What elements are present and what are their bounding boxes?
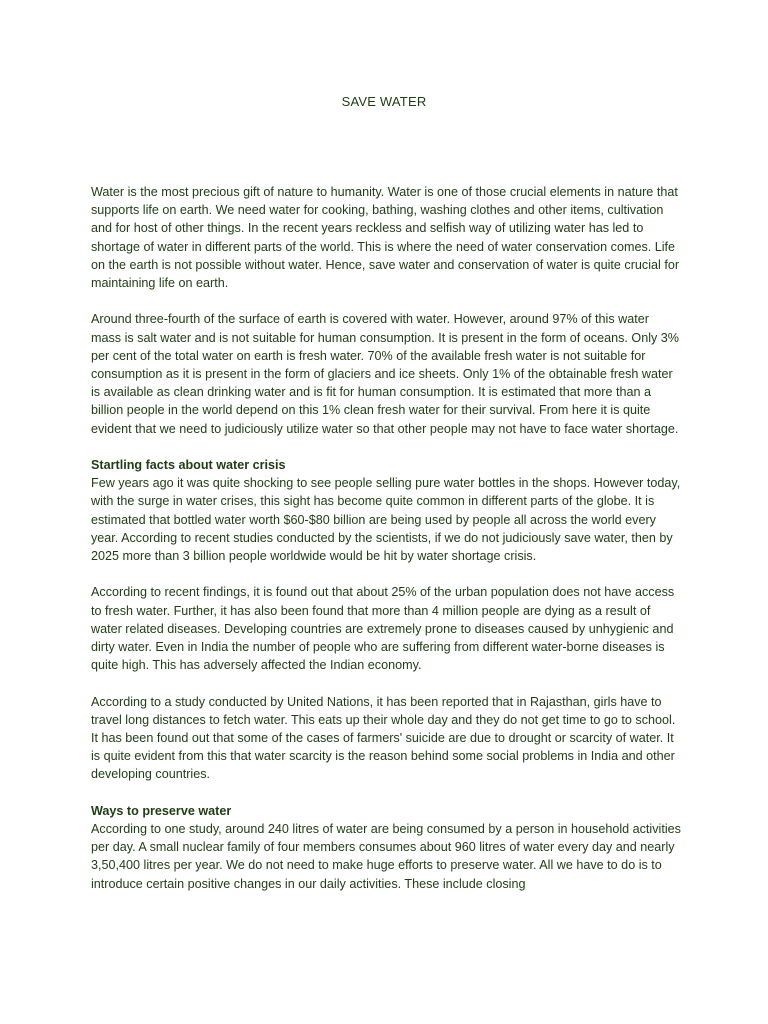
document-body xyxy=(91,183,681,893)
paragraph-earth-water: Around three-fourth of the surface of earth is covered with water. However, around 97% of this water mass is salt water and is not suitable for human consumption. It is present in the form of oceans. Only 3% per cent of the total water on earth is fresh water. 70% of the available fresh water is not suitable for consumption as it is present in the form of glaciers and ice sheets. Only 1% of the obtainable fresh water is available as clean drinking water and is fit for human consumption. It is estimated that more than a billion people in the world depend on this 1% clean fresh water for their survival. From here it is quite evident that we need to judiciously utilize water so that other people may not have to face water shortage. xyxy=(91,312,679,436)
paragraph-household-consumption: According to one study, around 240 litres of water are being consumed by a person in household activities per day. A small nuclear family of four members consumes about 960 litres of water every day and nearly 3,50,400 litres per year. We do not need to make huge efforts to preserve water. All we have to do is to introduce certain positive changes in our daily activities. These include closing xyxy=(91,822,681,891)
paragraph-intro: Water is the most precious gift of nature to humanity. Water is one of those crucial elements in nature that supports life on earth. We need water for cooking, bathing, washing clothes and other items, cultivation and for host of other things. In the recent years reckless and selfish way of utilizing water has led to shortage of water in different parts of the world. This is where the need of water conservation comes. Life on the earth is not possible without water. Hence, save water and conservation of water is quite crucial for maintaining life on earth. xyxy=(91,185,680,291)
paragraph-bottled-water: Few years ago it was quite shocking to see people selling pure water bottles in the shops. However today, with the surge in water crises, this sight has become quite common in different parts of the globe. It is estimated that bottled water worth $60-$80 billion are being used by people all across the world every year. According to recent studies conducted by the scientists, if we do not judiciously save water, then by 2025 more than 3 billion people worldwide would be hit by water shortage crisis. xyxy=(91,476,681,564)
paragraph-united-nations: According to a study conducted by United Nations, it has been reported that in Rajasthan, girls have to travel long distances to fetch water. This eats up their whole day and they do not get time to go to school. It has been found out that some of the cases of farmers' suicide are due to drought or scarcity of water. It is quite evident from this that water scarcity is the reason behind some social problems in India and other developing countries. xyxy=(91,694,676,782)
section-heading-ways-to-preserve: Ways to preserve water xyxy=(91,803,232,818)
paragraph-urban-population: According to recent findings, it is found out that about 25% of the urban population does not have access to fresh water. Further, it has also been found that more than 4 million people are dying as a result of water related diseases. Developing countries are extremely prone to diseases caused by unhygienic and dirty water. Even in India the number of people who are suffering from different water-borne diseases is quite high. This has adversely affected the Indian economy. xyxy=(91,585,675,673)
document-title: SAVE WATER xyxy=(341,94,427,109)
section-heading-startling-facts: Startling facts about water crisis xyxy=(91,458,286,473)
